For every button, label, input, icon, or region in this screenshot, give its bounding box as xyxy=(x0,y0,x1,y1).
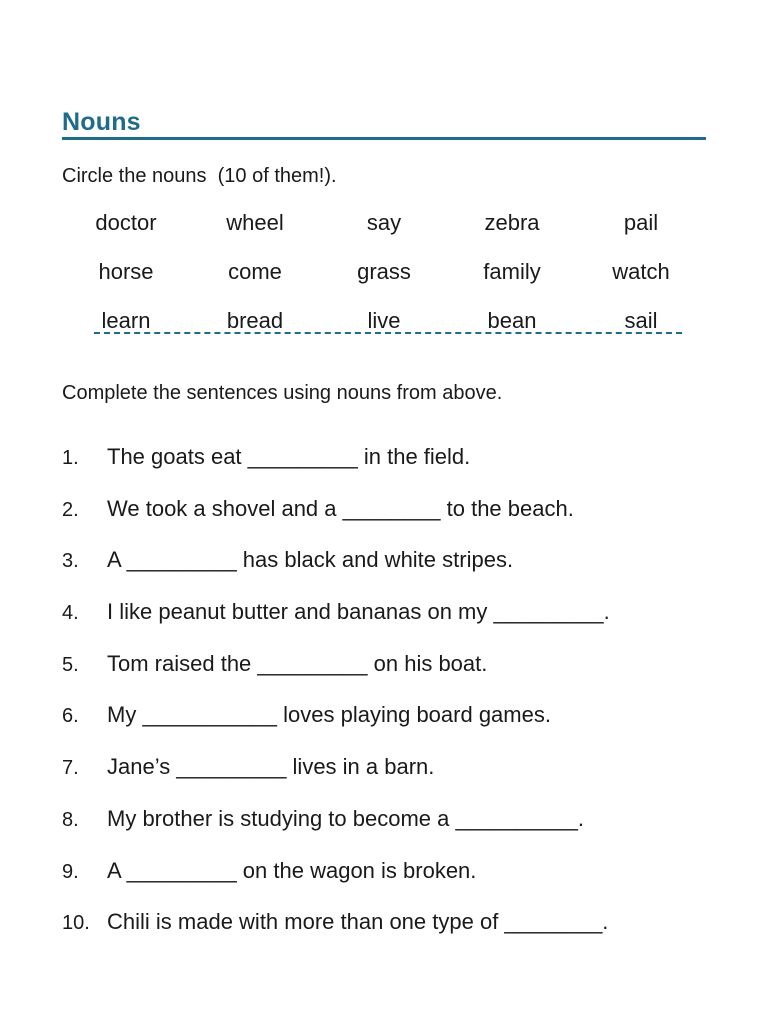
sentence-text: Chili is made with more than one type of ________. xyxy=(107,909,609,935)
page-title: Nouns xyxy=(62,108,141,136)
sentence-number: 2. xyxy=(62,498,79,521)
word-item: watch xyxy=(612,259,670,284)
word-item: bread xyxy=(226,308,284,333)
word-item: say xyxy=(366,210,402,235)
word-item: come xyxy=(228,259,282,284)
word-item: learn xyxy=(101,308,151,333)
word-row xyxy=(62,305,706,354)
sentence-item xyxy=(62,856,722,908)
word-item: horse xyxy=(98,259,154,284)
sentence-item xyxy=(62,752,722,804)
instruction-circle-nouns: Circle the nouns (10 of them!). xyxy=(62,165,337,187)
sentence-text: Tom raised the _________ on his boat. xyxy=(107,650,488,676)
dashed-divider xyxy=(94,332,682,334)
sentence-item xyxy=(62,597,722,649)
sentence-number: 1. xyxy=(62,447,79,469)
sentence-number: 7. xyxy=(62,757,79,780)
sentence-item xyxy=(62,700,722,752)
word-item: sail xyxy=(624,308,658,333)
sentence-text: A _________ on the wagon is broken. xyxy=(107,857,477,883)
sentence-list xyxy=(62,442,722,959)
sentence-number: 9. xyxy=(62,860,79,883)
title-underline xyxy=(62,137,706,140)
sentence-item xyxy=(62,494,722,546)
sentence-number: 8. xyxy=(62,808,79,831)
sentence-text: I like peanut butter and bananas on my _________. xyxy=(107,599,610,625)
sentence-text: Jane’s _________ lives in a barn. xyxy=(107,754,435,780)
instruction-complete-sentences: Complete the sentences using nouns from above. xyxy=(62,382,503,404)
sentence-text: We took a shovel and a ________ to the beach. xyxy=(107,495,574,521)
sentence-item xyxy=(62,804,722,856)
sentence-number: 4. xyxy=(62,602,79,625)
sentence-text: My ___________ loves playing board games. xyxy=(107,702,551,728)
word-item: family xyxy=(483,259,541,284)
word-item: zebra xyxy=(484,210,540,235)
word-item: doctor xyxy=(95,210,157,235)
word-item: grass xyxy=(357,259,411,284)
word-item: wheel xyxy=(226,210,284,235)
sentence-item xyxy=(62,649,722,701)
sentence-text: The goats eat _________ in the field. xyxy=(107,444,471,469)
sentence-text: A _________ has black and white stripes. xyxy=(107,547,514,573)
word-item: pail xyxy=(623,210,659,235)
word-row xyxy=(62,207,706,256)
sentence-number: 10. xyxy=(62,912,90,935)
sentence-item xyxy=(62,442,722,494)
word-item: live xyxy=(367,308,401,333)
sentence-item xyxy=(62,545,722,597)
sentence-item xyxy=(62,907,722,959)
word-item: bean xyxy=(487,308,537,333)
word-row xyxy=(62,256,706,305)
sentence-text: My brother is studying to become a __________. xyxy=(107,805,584,831)
sentence-number: 5. xyxy=(62,653,79,676)
sentence-number: 6. xyxy=(62,705,79,728)
sentence-number: 3. xyxy=(62,550,79,573)
